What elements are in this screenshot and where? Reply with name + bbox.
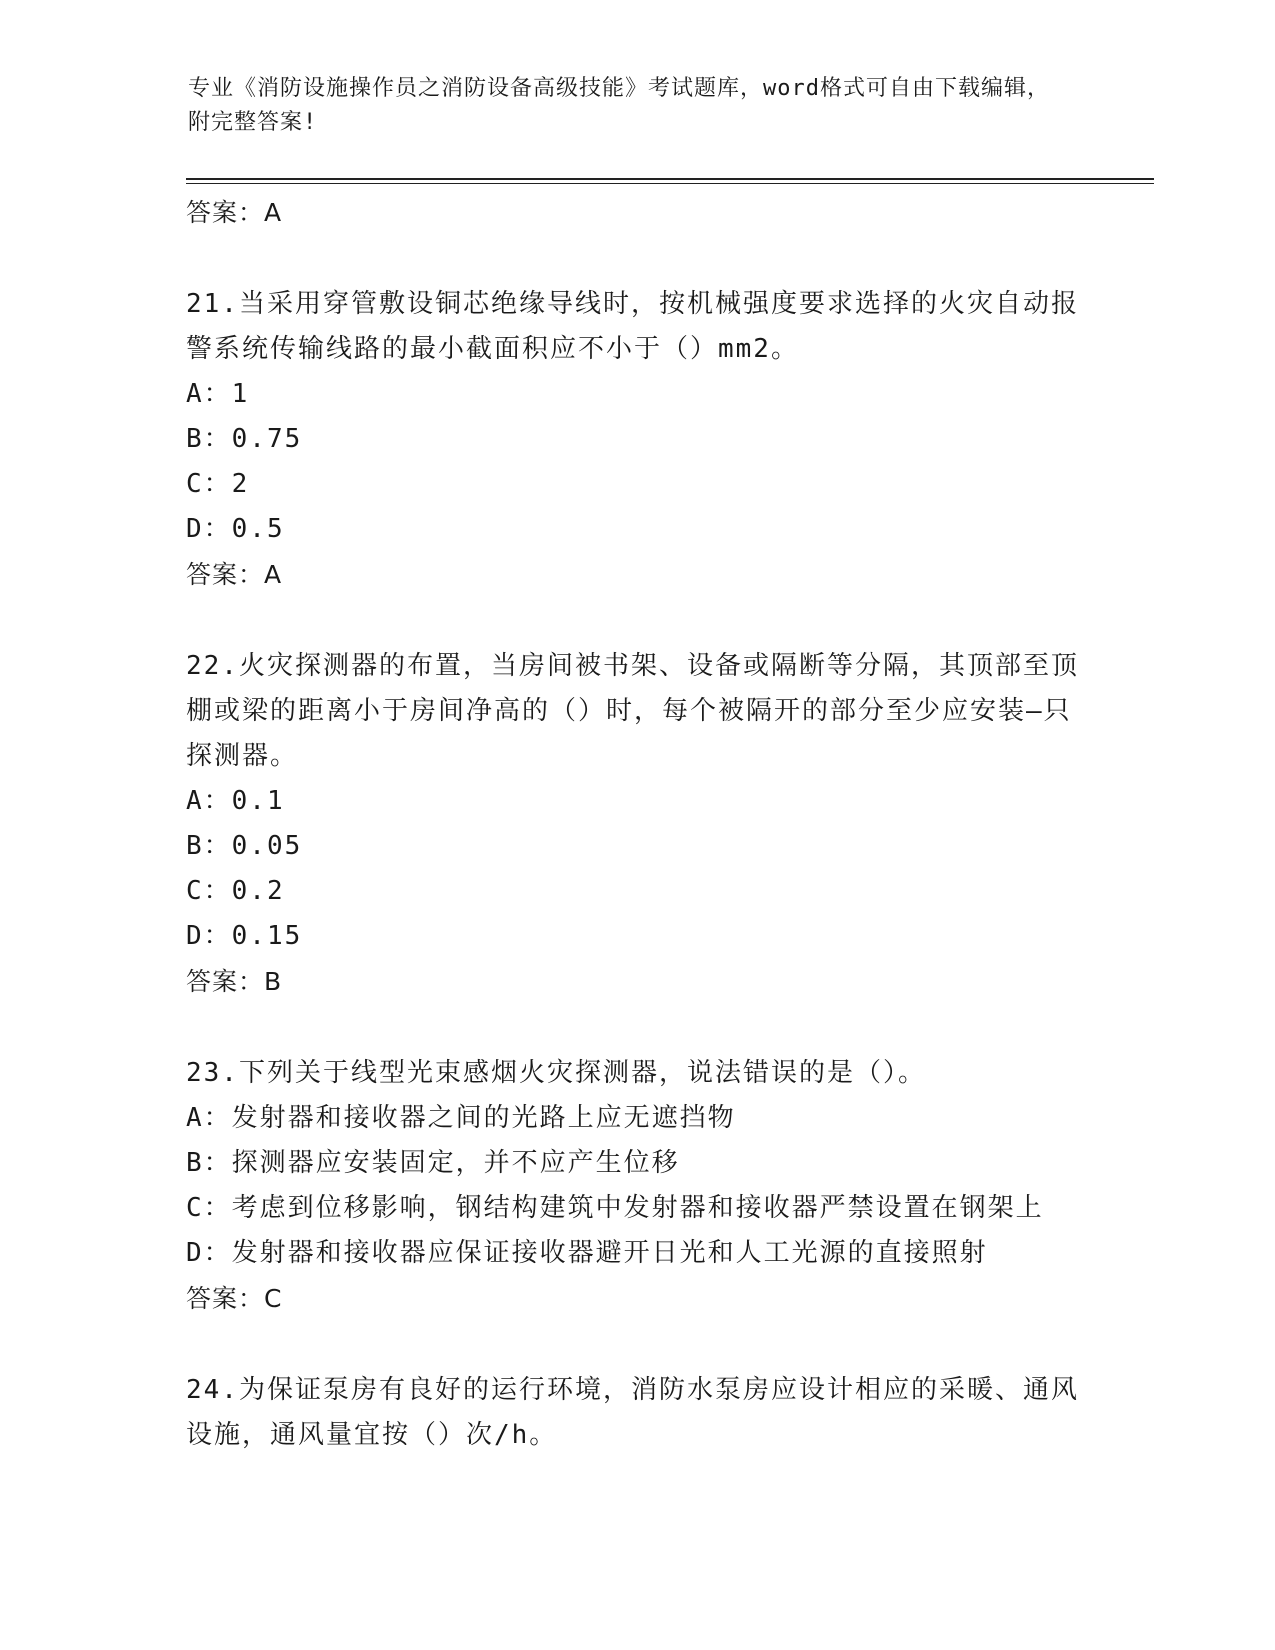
question-block-24 — [186, 1368, 1086, 1458]
question-block-21 — [186, 282, 1086, 597]
option-b: B：0.75 — [186, 424, 303, 454]
answer-line: 答案：A — [186, 198, 283, 227]
option-a: A：1 — [186, 379, 250, 409]
option-c: C：考虑到位移影响，钢结构建筑中发射器和接收器严禁设置在钢架上 — [186, 1193, 1044, 1223]
option-d: D：发射器和接收器应保证接收器避开日光和人工光源的直接照射 — [186, 1238, 988, 1268]
question-text: 21.当采用穿管敷设铜芯绝缘导线时，按机械强度要求选择的火灾自动报警系统传输线路的最小截面积应不小于（）mm2。 — [186, 289, 1079, 364]
question-block-23 — [186, 1051, 1086, 1321]
option-a: A：0.1 — [186, 786, 285, 816]
question-list — [186, 190, 1086, 1458]
answer-line: 答案：B — [186, 967, 283, 996]
option-b: B：探测器应安装固定，并不应产生位移 — [186, 1148, 680, 1178]
question-block-22 — [186, 644, 1086, 1004]
question-text: 23.下列关于线型光束感烟火灾探测器，说法错误的是（）。 — [186, 1058, 926, 1088]
header-rule-thin — [186, 183, 1154, 184]
question-text: 22.火灾探测器的布置，当房间被书架、设备或隔断等分隔，其顶部至顶棚或梁的距离小于房间净高的（）时，每个被隔开的部分至少应安装—只探测器。 — [186, 651, 1079, 771]
answer-line: 答案：A — [186, 560, 283, 589]
option-d: D：0.5 — [186, 514, 285, 544]
option-c: C：2 — [186, 469, 250, 499]
option-c: C：0.2 — [186, 876, 285, 906]
option-a: A：发射器和接收器之间的光路上应无遮挡物 — [186, 1103, 736, 1133]
question-text: 24.为保证泵房有良好的运行环境，消防水泵房应设计相应的采暖、通风设施，通风量宜按（）次/h。 — [186, 1375, 1079, 1450]
page-header: 专业《消防设施操作员之消防设备高级技能》考试题库，word格式可自由下载编辑，附完整答案! — [188, 76, 1050, 135]
option-b: B：0.05 — [186, 831, 303, 861]
answer-line: 答案：C — [186, 1284, 283, 1313]
header-rule-thick — [186, 178, 1154, 180]
option-d: D：0.15 — [186, 921, 303, 951]
